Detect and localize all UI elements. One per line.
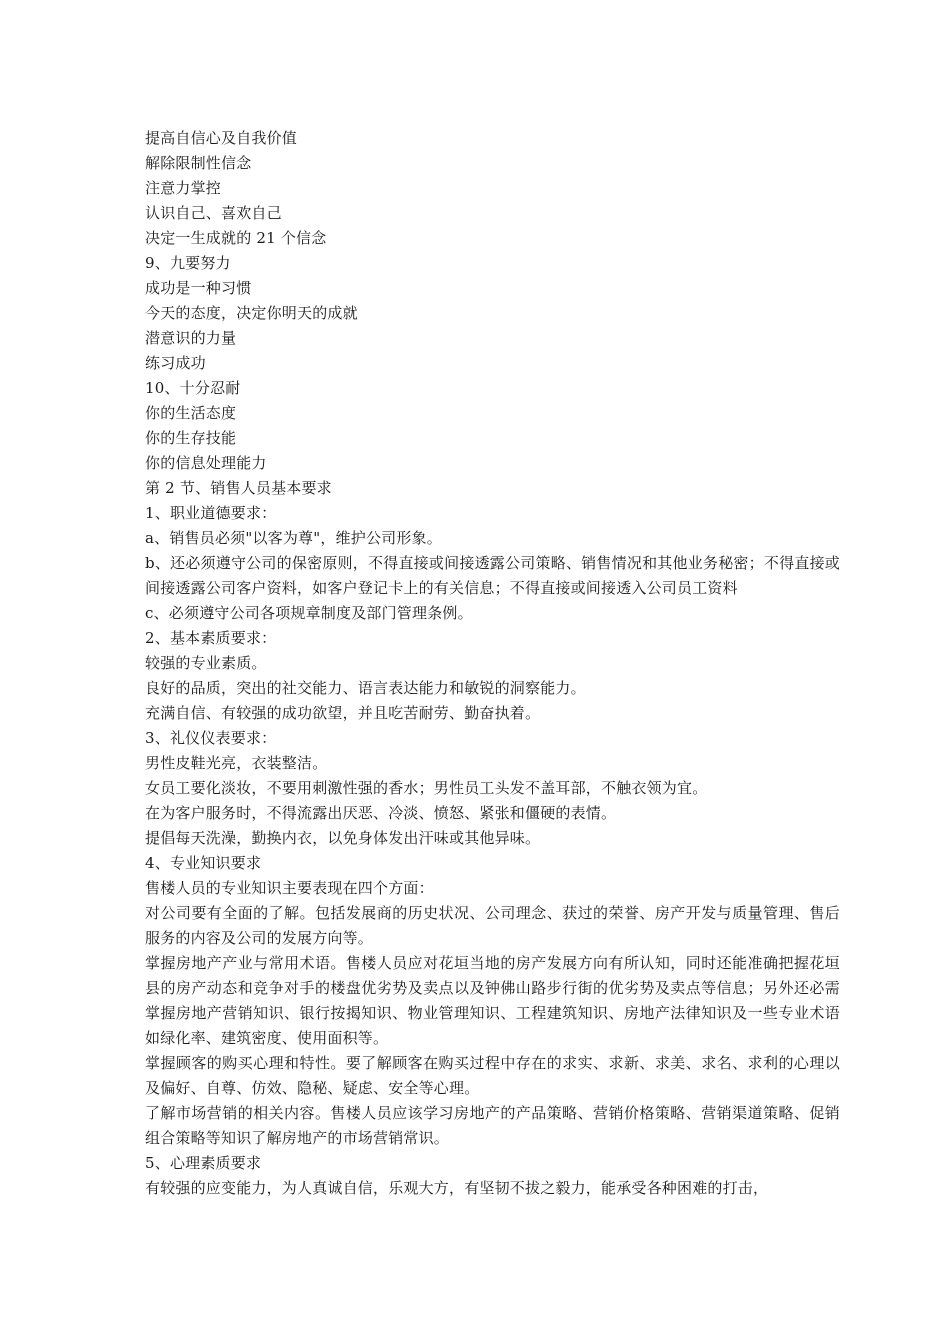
text-line: 提高自信心及自我价值 <box>145 129 298 147</box>
section-heading: 5、心理素质要求 <box>145 1154 262 1172</box>
text-line: 注意力掌控 <box>145 179 222 197</box>
text-line: 你的生活态度 <box>145 404 237 422</box>
section-heading: 3、礼仪仪表要求： <box>145 729 277 747</box>
paragraph: 提倡每天洗澡，勤换内衣，以免身体发出汗味或其他异味。 <box>145 829 541 847</box>
paragraph: 掌握房地产产业与常用术语。售楼人员应对花垣当地的房产发展方向有所认知，同时还能准确把握花垣县的房产动态和竞争对手的楼盘优劣势及卖点以及钟佛山路步行街的优劣势及卖点等信息；另外还必需掌握房地产营销知识、银行按揭知识、物业管理知识、工程建筑知识、房地产法律知识及一些专业术语如绿化率、建筑密度、使用面积等。 <box>145 954 840 1047</box>
text-line: 潜意识的力量 <box>145 329 237 347</box>
paragraph: 良好的品质，突出的社交能力、语言表达能力和敏锐的洞察能力。 <box>145 679 586 697</box>
paragraph: c、必须遵守公司各项规章制度及部门管理条例。 <box>145 604 473 622</box>
document-body <box>145 126 840 1201</box>
text-line: 练习成功 <box>145 354 206 372</box>
section-heading: 2、基本素质要求： <box>145 629 277 647</box>
paragraph: 售楼人员的专业知识主要表现在四个方面： <box>145 879 434 897</box>
paragraph: 较强的专业素质。 <box>145 654 267 672</box>
section-heading: 9、九要努力 <box>145 254 231 272</box>
section-heading: 1、职业道德要求： <box>145 504 277 522</box>
paragraph: a、销售员必须"以客为尊"，维护公司形象。 <box>145 529 442 547</box>
paragraph: 在为客户服务时，不得流露出厌恶、冷淡、愤怒、紧张和僵硬的表情。 <box>145 804 617 822</box>
paragraph: 男性皮鞋光亮，衣装整洁。 <box>145 754 328 772</box>
text-line: 认识自己、喜欢自己 <box>145 204 282 222</box>
paragraph: 了解市场营销的相关内容。售楼人员应该学习房地产的产品策略、营销价格策略、营销渠道策略、促销组合策略等知识了解房地产的市场营销常识。 <box>145 1104 840 1147</box>
paragraph: 掌握顾客的购买心理和特性。要了解顾客在购买过程中存在的求实、求新、求美、求名、求利的心理以及偏好、自尊、仿效、隐秘、疑虑、安全等心理。 <box>145 1054 840 1097</box>
text-line: 解除限制性信念 <box>145 154 252 172</box>
paragraph: 有较强的应变能力，为人真诚自信，乐观大方，有坚韧不拔之毅力，能承受各种困难的打击， <box>145 1179 769 1197</box>
text-line: 你的信息处理能力 <box>145 454 267 472</box>
text-line: 决定一生成就的 21 个信念 <box>145 229 327 247</box>
paragraph: 对公司要有全面的了解。包括发展商的历史状况、公司理念、获过的荣誉、房产开发与质量管理、售后服务的内容及公司的发展方向等。 <box>145 904 840 947</box>
section-heading: 10、十分忍耐 <box>145 379 241 397</box>
paragraph: 充满自信、有较强的成功欲望，并且吃苦耐劳、勤奋执着。 <box>145 704 541 722</box>
paragraph: 女员工要化淡妆，不要用刺激性强的香水；男性员工头发不盖耳部，不触衣领为宜。 <box>145 779 708 797</box>
paragraph: b、还必须遵守公司的保密原则，不得直接或间接透露公司策略、销售情况和其他业务秘密；不得直接或间接透露公司客户资料，如客户登记卡上的有关信息；不得直接或间接透入公司员工资料 <box>145 554 840 597</box>
text-line: 你的生存技能 <box>145 429 237 447</box>
text-line: 今天的态度，决定你明天的成就 <box>145 304 358 322</box>
chapter-heading: 第 2 节、销售人员基本要求 <box>145 479 332 497</box>
section-heading: 4、专业知识要求 <box>145 854 262 872</box>
text-line: 成功是一种习惯 <box>145 279 252 297</box>
